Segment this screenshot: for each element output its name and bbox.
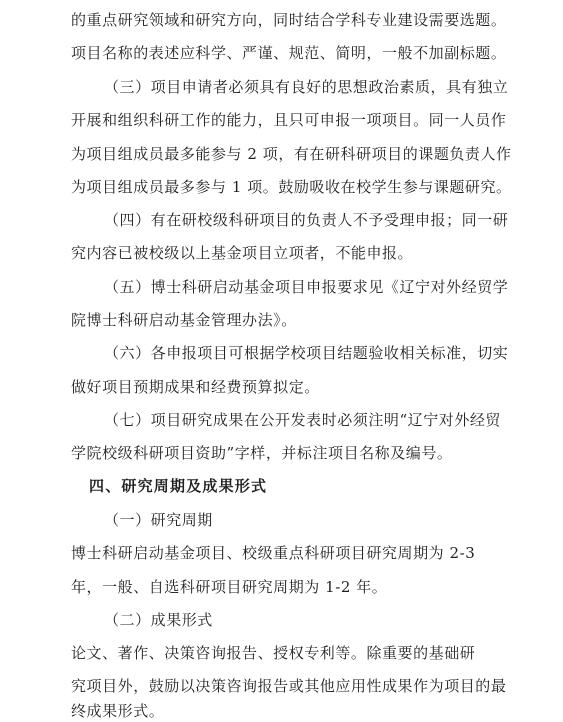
item-7-text-line: （七）项目研究成果在公开发表时必须注明“辽宁对外经贸 xyxy=(104,411,501,429)
subsection-heading: （二）成果形式 xyxy=(104,611,213,629)
item-5-text-line: （五）博士科研启动基金项目申报要求见《辽宁对外经贸学 xyxy=(104,278,509,296)
body-text-line: 做好项目预期成果和经费预算拟定。 xyxy=(71,378,320,396)
body-text-line: 终成果形式。 xyxy=(71,702,165,720)
body-text-line: 论文、著作、决策咨询报告、授权专利等。除重要的基础研 xyxy=(71,644,476,662)
body-text-line: 博士科研启动基金项目、校级重点科研项目研究周期为 2-3 xyxy=(71,544,476,562)
item-6-text-line: （六）各申报项目可根据学校项目结题验收相关标准，切实 xyxy=(104,344,509,362)
body-text-line: 开展和组织科研工作的能力，且只可申报一项项目。同一人员作 xyxy=(71,111,507,129)
subsection-heading: （一）研究周期 xyxy=(104,511,213,529)
body-text-line: 的重点研究领域和研究方向，同时结合学科专业建设需要选题。 xyxy=(71,11,507,29)
body-text-line: 究内容已被校级以上基金项目立项者，不能申报。 xyxy=(71,244,414,262)
body-text-line: 学院校级科研项目资助”字样，并标注项目名称及编号。 xyxy=(71,444,453,462)
item-4-text-line: （四）有在研校级科研项目的负责人不予受理申报；同一研 xyxy=(104,211,509,229)
section-heading: 四、研究周期及成果形式 xyxy=(89,477,268,495)
body-text-line: 究项目外，鼓励以决策咨询报告或其他应用性成果作为项目的最 xyxy=(71,677,507,695)
item-3-text-line: （三）项目申请者必须具有良好的思想政治素质，具有独立 xyxy=(104,78,509,96)
body-text-line: 为项目组成员最多参与 1 项。鼓励吸收在校学生参与课题研究。 xyxy=(71,178,512,196)
body-text-line: 为项目组成员最多能参与 2 项，有在研科研项目的课题负责人作 xyxy=(71,145,512,163)
body-text-line: 项目名称的表述应科学、严谨、规范、简明，一般不加副标题。 xyxy=(71,44,507,62)
body-text-line: 院博士科研启动基金管理办法》。 xyxy=(71,311,297,329)
body-text-line: 年，一般、自选科研项目研究周期为 1-2 年。 xyxy=(71,578,388,596)
